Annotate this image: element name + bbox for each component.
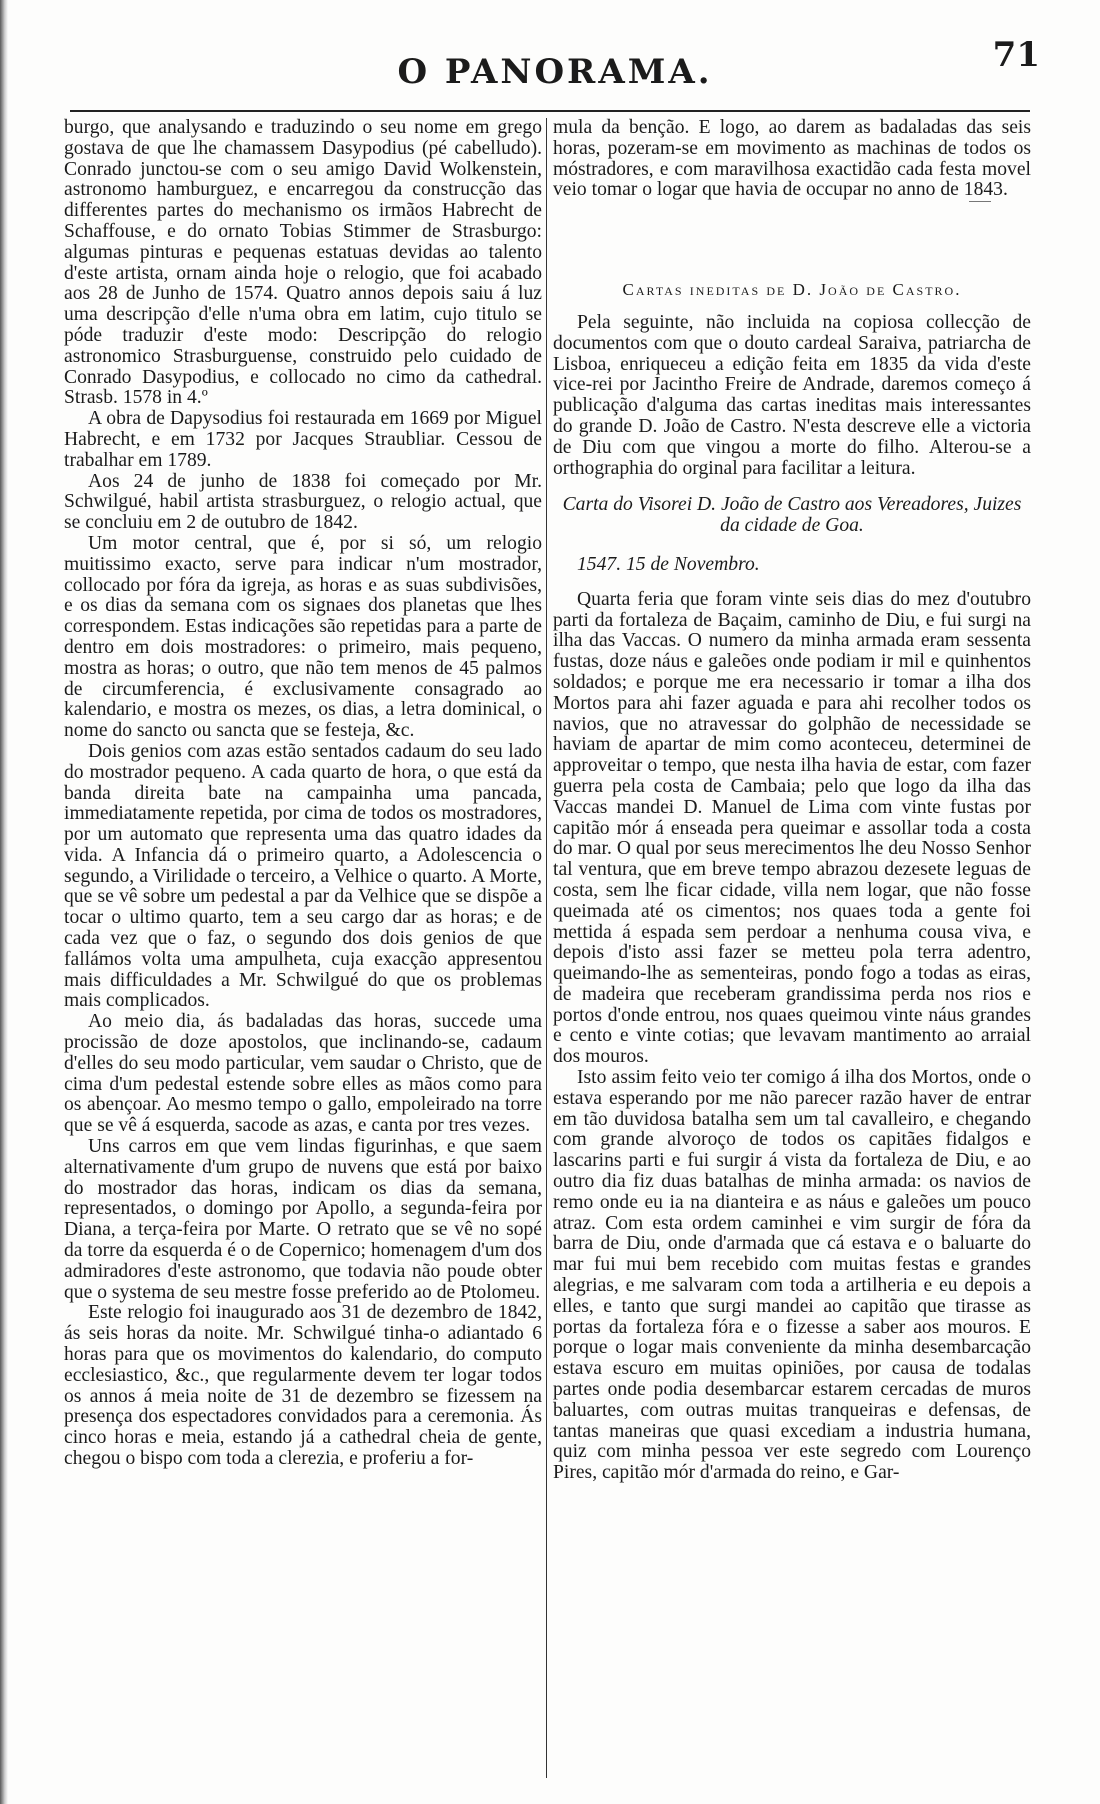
body-paragraph: mula da benção. E logo, ao darem as badaladas das seis horas, pozeram-se em movimento as machinas de todos os móstradores, e com maravilhosa exactidão cada festa movel veio tomar o logar que havia de occupar no anno de 1843. xyxy=(553,117,1031,201)
body-paragraph: Este relogio foi inaugurado aos 31 de dezembro de 1842, ás seis horas da noite. Mr. Schwilgué tinha-o adiantado 6 horas para que os movimentos do kalendario, do computo ecclesiastico, &c., que regularmente devem ter logar todos os annos á meia noite de 31 de dezembro se fizessem na presença dos espectadores convidados para a ceremonia. Ás cinco horas e meia, estando já a cathedral cheia de gente, chegou o bispo com toda a clerezia, e proferiu a for- xyxy=(64,1302,542,1469)
body-paragraph: Dois genios com azas estão sentados cadaum do seu lado do mostrador pequeno. A cada quarto de hora, o que está da banda direita bate na campainha uma pancada, immediatamente repetida, por cima de todos os mostradores, por um automato que representa uma das quatro idades da vida. A Infancia dá o primeiro quarto, a Adolescencia o segundo, a Virilidade o terceiro, a Velhice o quarto. A Morte, que se vê sobre um pedestal a par da Velhice que se dispõe a tocar o ultimo quarto, tem a seu cargo dar as horas; e de cada vez que o faz, o segundo dos dois genios de que fallámos volta uma ampulheta, cuja exacção appresentou mais difficuldades a Mr. Schwilgué do que os problemas mais complicados. xyxy=(64,740,542,1012)
letter-paragraph: Quarta feria que foram vinte seis dias do mez d'outubro parti da fortaleza de Baçaim, caminho de Diu, e fui surgi na ilha das Vaccas. O numero da minha armada eram sessenta fustas, doze náus e galeões onde podiam ir mil e quinhentos soldados; e porque me era necessario ir tomar a ilha dos Mortos para ahi fazer aguada e para ahi recolher todos os navios, que no atravessar do golphão de necessidade se haviam de apartar de mim como aconteceu, determinei de approveitar o tempo, que nesta ilha havia de estar, com fazer guerra pela costa de Cambaia; pelo que logo da ilha das Vaccas mandei D. Manuel de Lima com vinte fustas por capitão mór á enseada pera queimar e assollar toda a costa do mar. O qual por seus merecimentos lhe deu Nosso Senhor tal ventura, que em breve tempo abrazou dezesete leguas de costa, sem lhe ficar cidade, villa nem logar, que não fosse queimada até os cimentos; nos quaes toda a gente foi mettida á espada sem perdoar a nenhuma cousa viva, e depois d'isto assi fazer se metteu pola terra adentro, queimando-lhe as sementeiras, pondo fogo a todas as eiras, de madeira que receberam grandissima perda nos rios e portos d'onde entrou, nos quaes queimou vinte náus grandes e cento e vinte cotias; que levavam mantimento ao arraial dos mouros. xyxy=(553,588,1031,1068)
intro-paragraph: Pela seguinte, não incluida na copiosa collecção de documentos com que o douto cardeal Saraiva, patriarcha de Lisboa, enriqueceu a edição feita em 1835 da vida d'este vice-rei por Jacintho Freire de Andrade, daremos começo á publicação d'alguma das cartas ineditas mais interessantes do grande D. João de Castro. N'esta descreve elle a victoria de Diu com que vingou a morte do filho. Alterou-se a orthographia do orginal para facilitar a leitura. xyxy=(553,311,1031,479)
body-paragraph: Ao meio dia, ás badaladas das horas, succede uma procissão de doze apostolos, que inclinando-se, cadaum d'elles do seu modo particular, vem saudar o Christo, que de cima d'um pedestal estende sobre elles as mãos como para os abençoar. Ao mesmo tempo o gallo, empoleirado na torre que se vê á esquerda, sacode as azas, e canta por tres vezes. xyxy=(64,1011,542,1137)
section-title: Cartas ineditas de D. João de Castro. xyxy=(622,280,962,300)
header-rule xyxy=(70,110,1030,112)
body-paragraph: burgo, que analysando e traduzindo o seu nome em grego gostava de que lhe chamassem Dasypodius (pé cabelludo). Conrado junctou-se com o seu amigo David Wolkenstein, astronomo hamburguez, e encarregou da construcção das differentes partes do mechanismo os irmãos Habrecht de Schaffouse, e do ornato Tobias Stimmer de Strasburgo: algumas pinturas e pequenas estatuas devidas ao talento d'este artista, ornam ainda hoje o relogio, que foi acabado aos 28 de Junho de 1574. Quatro annos depois saiu á luz uma descripção d'elle n'uma obra em latim, cujo titulo se póde traduzir d'este modo: Descripção do relogio astronomico Strasburguense, construido pelo cuidado de Conrado Dasypodius, e collocado no cimo da cathedral. Strasb. 1578 in 4.º xyxy=(64,117,542,409)
letter-title: Carta do Visorei D. João de Castro aos Vereadores, Juizes da cidade de Goa. xyxy=(562,494,1022,537)
right-column xyxy=(553,118,1031,1484)
body-paragraph: Aos 24 de junho de 1838 foi começado por Mr. Schwilgué, habil artista strasburguez, o relogio actual, que se concluiu em 2 de outubro de 1842. xyxy=(64,470,542,534)
left-column xyxy=(64,118,542,1470)
short-divider xyxy=(969,201,991,202)
body-paragraph: Um motor central, que é, por si só, um relogio muitissimo exacto, serve para indicar n'um mostrador, collocado por fóra da igreja, as horas e as suas subdivisões, e os dias da semana com os signaes dos planetas que lhes correspondem. Estas indicações são repetidas para a parte de dentro em dois mostradores: o primeiro, mais pequeno, mostra as horas; o outro, que não tem menos de 45 palmos de circumferencia, é exclusivamente consagrado ao kalendario, e mostra os mezes, os dias, a letra dominical, o nome do sancto ou sancta que se festeja, &c. xyxy=(64,532,542,742)
letter-paragraph: Isto assim feito veio ter comigo á ilha dos Mortos, onde o estava esperando por me não parecer razão haver de entrar em tão duvidosa batalha sem um tal cavalleiro, e chegando com grande alvoroço de todos os capitães fidalgos e lascarins parti e fui surgir á vista da fortaleza de Diu, e ao outro dia fiz duas batalhas de minha armada: os navios de remo onde eu ia na dianteira e as náus e galeões um pouco atraz. Com esta ordem caminhei e vim surgir de fóra da barra de Diu, onde d'armada que cá estava e o baluarte do mar fui mui bem recebido com muitas festas e grandes alegrias, e me salvaram com toda a artilheria e eu depois a elles, e tanto que surgi mandei ao capitão que tirasse as portas da fortaleza fóra e o fizesse a saber aos mouros. E porque o logar mais conveniente da minha desembarcação estava escuro em muitas opiniões, por causa de todalas partes onde podia desembarcar estarem cercadas de muros baluartes, com outras muitas tranqueiras e defensas, de tantas maneiras que quasi excediam a industria humana, quiz com minha pessoa ver este segredo com Lourenço Pires, capitão mór d'armada do reino, e Gar- xyxy=(553,1067,1031,1484)
page-binding-edge xyxy=(0,0,8,1804)
body-paragraph: A obra de Dapysodius foi restaurada em 1669 por Miguel Habrecht, e em 1732 por Jacques Straubliar. Cessou de trabalhar em 1789. xyxy=(64,408,542,471)
letter-date: 1547. 15 de Novembro. xyxy=(577,553,760,575)
column-divider xyxy=(546,118,547,1778)
spacer xyxy=(553,222,1031,280)
masthead-title: O PANORAMA. xyxy=(397,52,713,92)
page-header xyxy=(60,30,1050,90)
page-number: 71 xyxy=(992,35,1040,75)
body-paragraph: Uns carros em que vem lindas figurinhas, e que saem alternativamente d'um grupo de nuvens que está por baixo do mostrador das horas, indicam os dias da semana, representados, o domingo por Apollo, a segunda-feira por Diana, a terça-feira por Marte. O retrato que se vê no sopé da torre da esquerda é o de Copernico; homenagem d'um dos admiradores d'este astronomo, que todavia não poude obter que o systema de seu mestre fosse preferido ao de Ptolomeu. xyxy=(64,1136,542,1303)
